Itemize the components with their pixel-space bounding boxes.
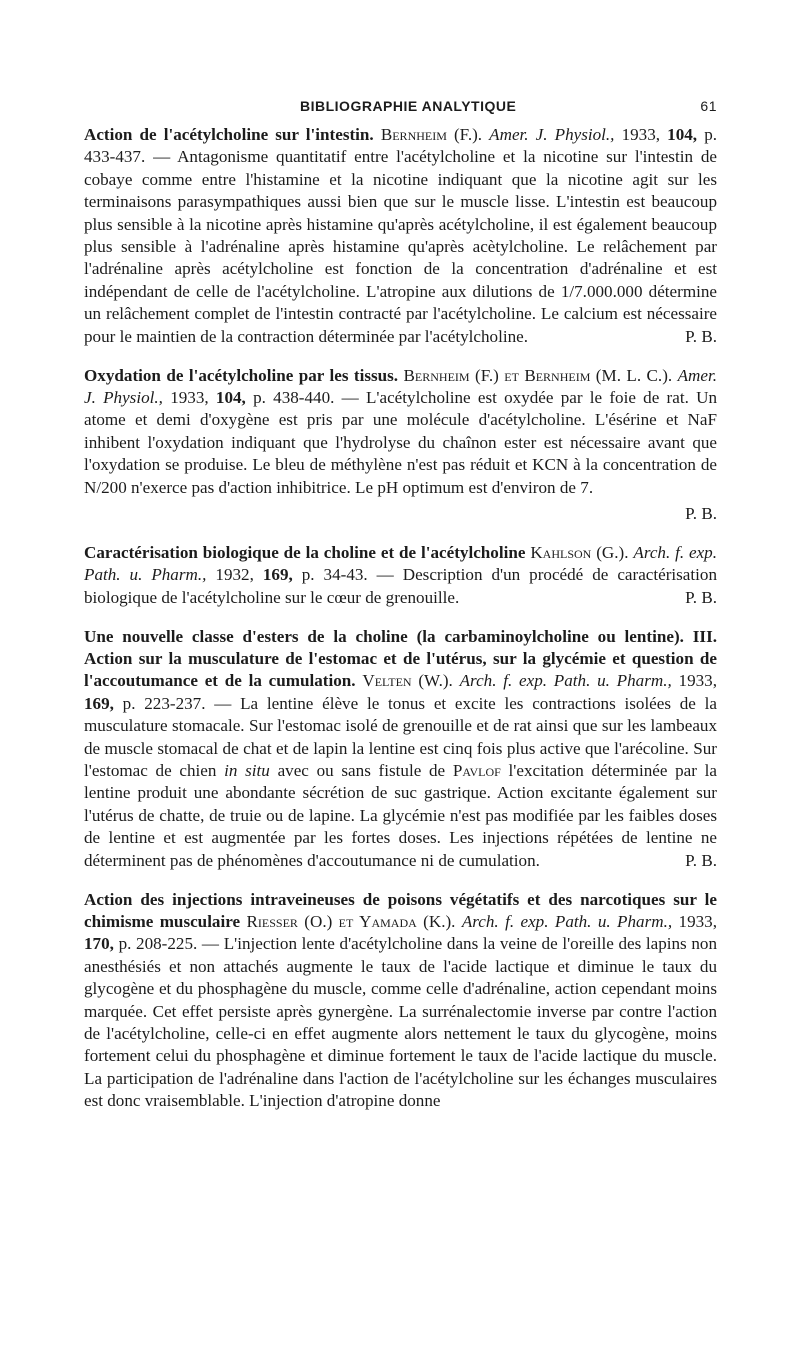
entry-initials: P. B. xyxy=(685,587,717,607)
entry-pages: p. 34-43. — xyxy=(301,565,394,585)
abstract-entry xyxy=(84,889,717,1113)
entry-title: Oxydation de l'acétylcholine par les tissus. xyxy=(84,365,399,385)
abstract-entry xyxy=(84,626,717,872)
entry-title: Caractérisation biologique de la choline et de l'acétylcholine xyxy=(84,542,526,562)
entry-body: Antagonisme quantitatif entre l'acétylcholine et la nicotine sur l'intestin de cobaye comme entre l'histamine et la nicotine indiquant que la nicotine agit sur les terminaisons parasympathiques aussi bien que sur le muscle lisse. L'intestin est beaucoup plus sensible à la nicotine après histamine qu'après acétylcholine, il est également beaucoup plus sensible à l'adrénaline après histamine qu'après acètylcholine. Le relâchement par l'adrénaline après acétylcholine est fonction de la concentration d'adrénaline et est indépendant de celle de l'acétylcholine. L'atropine aux dilutions de 1/7.000.000 détermine un relâchement complet de l'intestin contracté par l'acétylcholine. Le calcium est nécessaire pour le maintien de la contraction déterminée par l'acétylcholine. xyxy=(84,147,717,346)
entry-body: L'injection lente d'acétylcholine dans la veine de l'oreille des lapins non anesthésiés et non attachés augmente le taux de l'acide lactique et diminue le taux du glycogène et du phosphagène du muscle, comme celle d'adrénaline, action cependant moins marquée. Cet effet persiste après gynergène. La surrénalectomie inverse par contre l'action de l'acétylcholine, celle-ci en effet augmente alors nettement le taux du glycogène, moins fortement celui du phosphagène et diminue fortement le taux de l'acide lactique du muscle. La participation de l'adrénaline dans l'action de l'acétylcholine sur les échanges musculaires est donc vraisemblable. L'injection d'atropine donne xyxy=(84,934,717,1111)
running-title: BIBLIOGRAPHIE ANALYTIQUE xyxy=(300,98,517,114)
entry-title: Action des injections intraveineuses de poisons végétatifs et des narcotiques sur le chimisme musculaire xyxy=(84,889,717,931)
entry-volume: 104, xyxy=(667,125,698,144)
entry-pages: p. 208-225. — xyxy=(118,934,220,954)
entry-year: 1933, xyxy=(170,387,209,407)
entry-pages: p. 433-437. — xyxy=(84,125,718,167)
entry-pages: p. 223-237. — xyxy=(122,693,232,713)
entry-year: 1933, xyxy=(678,912,717,931)
entry-body: Description d'un procédé de caractérisation biologique de l'acétylcholine sur le cœur de grenouille. xyxy=(84,565,717,607)
entry-year: 1932, xyxy=(215,565,254,585)
entry-journal: Amer. J. Physiol., xyxy=(489,125,615,144)
entry-authors: Riesser (O.) et Yamada (K.). xyxy=(246,912,456,931)
entry-body: l'excitation déterminée par la lentine produit une abondante sécrétion de suc gastrique. Action excitante également sur l'utérus de chatte, de truie ou de lapine. La glycémie n'est pas modifiée par les faibles doses de lentine et est augmentée par les fortes doses. Les injections répétées de lentine ne déterminent pas de phénomènes d'accoutumance ni de cumulation. xyxy=(84,761,718,870)
entry-year: 1933, xyxy=(678,671,717,691)
entry-initials: P. B. xyxy=(685,504,717,523)
entry-volume: 104, xyxy=(215,387,246,407)
entry-journal: Arch. f. exp. Path. u. Pharm., xyxy=(459,671,672,691)
entry-volume: 169, xyxy=(84,693,114,713)
entry-authors: Bernheim (F.). xyxy=(380,125,483,144)
entry-title: Une nouvelle classe d'esters de la choline (la carbaminoylcholine ou lentine). III. Action sur la musculature de l'estomac et de l'utérus, sur la glycémie et question de l'accoutumance et de la cumulation. xyxy=(84,626,717,691)
entry-initials: P. B. xyxy=(685,850,717,870)
page-number: 61 xyxy=(700,98,717,114)
entry-body: L'acétylcholine est oxydée par le foie de rat. Un atome et demi d'oxygène est pris par une molécule d'acétylcholine. L'ésérine et NaF inhibent l'oxydation indiquant que l'hydrolyse du chaînon ester est nécessaire avant que l'oxydation se produise. Le bleu de méthylène n'est pas réduit et KCN à la concentration de N/200 n'exerce pas d'action inhibitrice. Le pH optimum est d'environ de 7. xyxy=(84,387,717,497)
entry-journal: Arch. f. exp. Path. u. Pharm., xyxy=(84,542,717,585)
entry-year: 1933, xyxy=(621,125,661,144)
entry-volume: 170, xyxy=(84,934,114,954)
entry-initials: P. B. xyxy=(685,326,717,346)
abstract-entry xyxy=(84,365,717,499)
entry-journal: Amer. J. Physiol., xyxy=(84,365,718,407)
entry-body: avec ou sans fistule de xyxy=(277,761,446,781)
entry-journal: Arch. f. exp. Path. u. Pharm., xyxy=(461,912,673,931)
document-page xyxy=(84,96,717,1129)
entry-authors: Bernheim (F.) et Bernheim (M. L. C.). xyxy=(403,365,673,385)
entry-body-italic: in situ xyxy=(224,761,270,781)
entry-body-name: Pavlof xyxy=(452,761,501,781)
abstract-entry xyxy=(84,124,717,348)
entry-pages: p. 438-440. — xyxy=(253,387,359,407)
entry-authors: Kahlson (G.). xyxy=(530,542,629,562)
entry-body: La lentine élève le tonus et excite les contractions isolées de la musculature stomacale. Sur l'estomac isolé de grenouille et de rat ainsi que sur les lambeaux de muscle stomacal de chat et de lapin la lentine est cinq fois plus active que l'arécoline. Sur l'estomac de chien xyxy=(84,693,717,781)
abstract-entry xyxy=(84,542,717,609)
entry-volume: 169, xyxy=(262,565,293,585)
entry-authors: Velten (W.). xyxy=(362,671,453,691)
page-header xyxy=(84,96,717,118)
entry-title: Action de l'acétylcholine sur l'intestin. xyxy=(84,125,374,144)
